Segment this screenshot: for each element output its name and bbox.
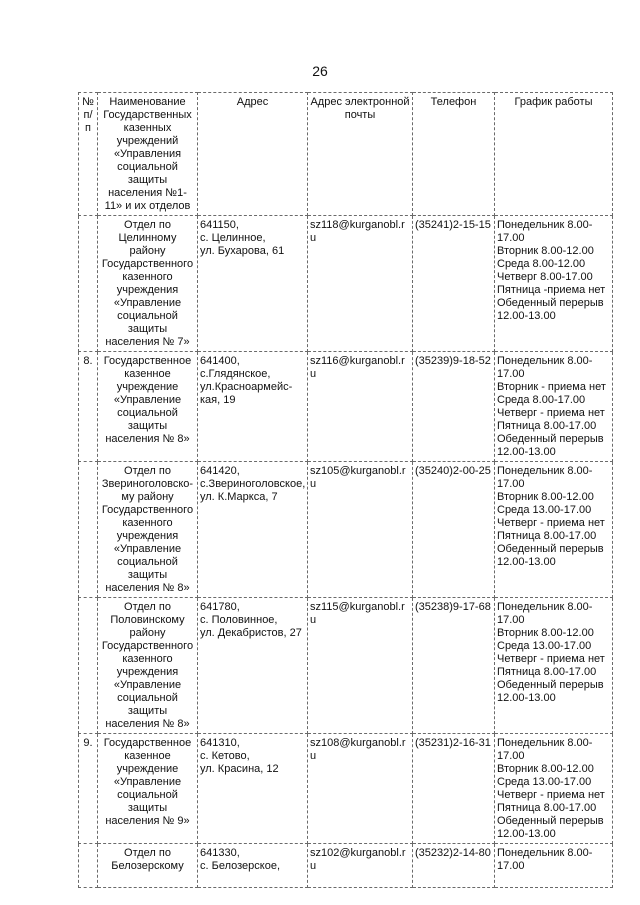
table-row [79,598,613,734]
cell-name: Отдел по Белозерскому [98,844,198,888]
schedule-line: Среда 13.00-17.00 [497,504,592,516]
header-schedule: График работы [495,93,613,216]
cell-name: Отдел по Звериноголовско-му району Государственного казенного учреждения «Управление социальной защиты населения № 8» [98,462,198,598]
table-row [79,352,613,462]
address-line: 641780, [200,601,240,613]
cell-schedule [495,598,613,734]
address-line: 641330, [200,847,240,859]
address-line: 641400, [200,355,240,367]
header-email: Адрес электронной почты [308,93,413,216]
schedule-line: Пятница 8.00-17.00 [497,530,597,542]
header-address: Адрес [198,93,308,216]
cell-schedule [495,462,613,598]
cell-address [198,844,308,888]
cell-num [79,598,98,734]
table-row [79,844,613,888]
schedule-line: Вторник 8.00-12.00 [497,627,594,639]
schedule-line: Понедельник 8.00-17.00 [497,355,593,380]
schedule-line: Обеденный перерыв 12.00-13.00 [497,815,604,840]
schedule-line: Понедельник 8.00-17.00 [497,601,593,626]
schedule-line: Четверг - приема нет [497,407,605,419]
table-header-row [79,93,613,216]
cell-schedule [495,734,613,844]
table-row [79,216,613,352]
address-line: с. Половинное, [200,614,278,626]
cell-num: 8. [79,352,98,462]
address-line: ул. Декабристов, 27 [200,627,302,639]
cell-phone: (35241)2-15-15 [413,216,495,352]
address-line: 641310, [200,737,240,749]
schedule-line: Понедельник 8.00-17.00 [497,219,593,244]
schedule-line: Понедельник 8.00-17.00 [497,847,593,872]
cell-phone: (35238)9-17-68 [413,598,495,734]
schedule-line: Пятница 8.00-17.00 [497,802,597,814]
schedule-line: Четверг - приема нет [497,789,605,801]
page-number: 26 [312,63,328,79]
schedule-line: Четверг - приема нет [497,517,605,529]
cell-email: sz116@kurganobl.ru [308,352,413,462]
cell-name: Отдел по Целинному району Государственного казенного учреждения «Управление социальной защиты населения № 7» [98,216,198,352]
address-line: 641150, [200,219,239,231]
address-line: кая, 19 [200,394,236,406]
cell-address [198,598,308,734]
cell-schedule [495,352,613,462]
header-phone: Телефон [413,93,495,216]
schedule-line: Вторник 8.00-12.00 [497,763,594,775]
schedule-line: Понедельник 8.00-17.00 [497,737,593,762]
header-name: Наименование Государственных казенных учреждений «Управления социальной защиты населения №1-11» и их отделов [98,93,198,216]
schedule-line: Обеденный перерыв 12.00-13.00 [497,433,604,458]
schedule-line: Обеденный перерыв 12.00-13.00 [497,543,604,568]
schedule-line: Вторник 8.00-12.00 [497,245,594,257]
address-line: с. Белозерское, [200,860,281,872]
address-line: с. Кетово, [200,750,250,762]
institutions-table [78,92,613,888]
address-line: ул.Красноармейс- [200,381,293,393]
schedule-line: Четверг 8.00-17.00 [497,271,593,283]
cell-name: Отдел по Половинскому району Государственного казенного учреждения «Управление социальной защиты населения № 8» [98,598,198,734]
cell-address [198,734,308,844]
schedule-line: Вторник - приема нет [497,381,606,393]
cell-email: sz118@kurganobl.ru [308,216,413,352]
cell-num [79,462,98,598]
schedule-line: Пятница -приема нет [497,284,606,296]
cell-num [79,216,98,352]
address-line: с.Звериноголовское, [200,478,306,490]
cell-num: 9. [79,734,98,844]
address-line: 641420, [200,465,240,477]
cell-email: sz102@kurganobl.ru [308,844,413,888]
schedule-line: Понедельник 8.00-17.00 [497,465,593,490]
cell-num [79,844,98,888]
cell-address [198,216,308,352]
cell-phone: (35240)2-00-25 [413,462,495,598]
cell-phone: (35231)2-16-31 [413,734,495,844]
cell-name: Государственное казенное учреждение «Управление социальной защиты населения № 8» [98,352,198,462]
address-line: ул. Бухарова, 61 [200,245,285,257]
cell-address [198,352,308,462]
cell-email: sz105@kurganobl.ru [308,462,413,598]
schedule-line: Вторник 8.00-12.00 [497,491,594,503]
schedule-line: Пятница 8.00-17.00 [497,420,597,432]
address-line: ул. К.Маркса, 7 [200,491,278,503]
address-line: с. Целинное, [200,232,266,244]
cell-schedule [495,844,613,888]
schedule-line: Среда 8.00-12.00 [497,258,586,270]
table-body [79,216,613,888]
cell-address [198,462,308,598]
cell-email: sz115@kurganobl.ru [308,598,413,734]
header-num: № п/п [79,93,98,216]
cell-phone: (35239)9-18-52 [413,352,495,462]
schedule-line: Обеденный перерыв 12.00-13.00 [497,297,604,322]
schedule-line: Четверг - приема нет [497,653,605,665]
address-line: ул. Красина, 12 [200,763,279,775]
table-row [79,462,613,598]
address-line: с.Глядянское, [200,368,271,380]
schedule-line: Обеденный перерыв 12.00-13.00 [497,679,604,704]
cell-phone: (35232)2-14-80 [413,844,495,888]
schedule-line: Пятница 8.00-17.00 [497,666,597,678]
cell-email: sz108@kurganobl.ru [308,734,413,844]
schedule-line: Среда 13.00-17.00 [497,776,592,788]
table-row [79,734,613,844]
cell-name: Государственное казенное учреждение «Управление социальной защиты населения № 9» [98,734,198,844]
cell-schedule [495,216,613,352]
schedule-line: Среда 8.00-17.00 [497,394,586,406]
schedule-line: Среда 13.00-17.00 [497,640,592,652]
